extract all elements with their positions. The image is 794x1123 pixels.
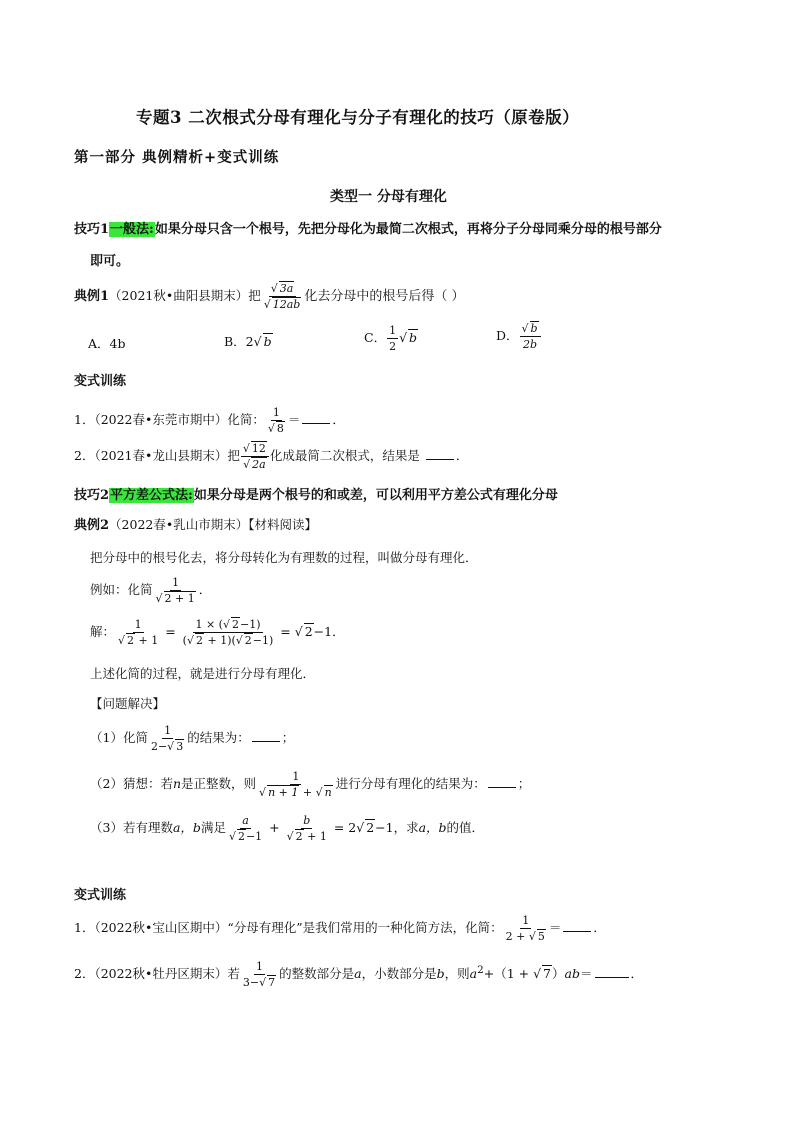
- tip1-text-cont: 即可。: [90, 254, 130, 269]
- tip1-label: 技巧1: [74, 222, 110, 237]
- answer-blank[interactable]: [302, 412, 330, 424]
- page-title: 专题3 二次根式分母有理化与分子有理化的技巧（原卷版）: [136, 108, 580, 127]
- tip1-line: [74, 218, 662, 237]
- option-a: A．4b: [88, 336, 126, 351]
- example2-line: [74, 514, 317, 533]
- answer-blank[interactable]: [426, 448, 454, 460]
- solution-line: 解： $\frac{1}{√ 2 + 1}$ = $\frac{1 \times (√ 2-1)}{(√ 2 + 1)(√ 2-1)}$ = √ 2−1．: [90, 618, 345, 648]
- tip1-text: 如果分母只含一个根号，先把分母化为最简二次根式，再将分子分母同乘分母的根号部分: [154, 222, 662, 237]
- option-d: D． $\frac{√ b}{2b}$: [496, 322, 542, 351]
- tip1-method-highlight: 一般法:: [110, 222, 154, 237]
- example1-source: （2021秋•曲阳县期末）把: [109, 288, 261, 304]
- subquestion-1: （1）化简 $\frac{1}{2-√ 3}$ 的结果为： ；: [90, 724, 295, 754]
- material-paragraph: 把分母中的根号化去，将分母转化为有理数的过程，叫做分母有理化．: [90, 550, 478, 565]
- subquestion-3: （3）若有理数a，b满足 $\frac{a}{√ 2-1}$ + $\frac{b}{√ 2 + 1}$ = 2√ 2−1，求a，b的值．: [90, 814, 485, 844]
- question-2: 2．（2021春•龙山县期末）把 $\frac{√ 12}{√ 2a}$ 化成最简二次根式，结果是 ．: [74, 442, 469, 472]
- example1-fraction: $\frac{√ 3a}{√ 12ab}$: [263, 282, 301, 312]
- example-prompt: 例如：化简 $\frac{1}{√ 2 + 1}$ ．: [90, 576, 212, 606]
- answer-blank[interactable]: [595, 966, 629, 978]
- process-note: 上述化简的过程，就是进行分母有理化．: [90, 666, 316, 681]
- answer-blank[interactable]: [563, 920, 591, 932]
- part-heading: 第一部分 典例精析+变式训练: [74, 149, 280, 166]
- tip2-line: [74, 484, 558, 503]
- option-c: C． $\frac{1}{2}$ √ b: [364, 324, 418, 354]
- variant-training-heading-1: 变式训练: [74, 374, 127, 389]
- example1-line: [74, 282, 465, 311]
- option-b: B．2√ b: [224, 334, 272, 349]
- tip2-method-highlight: 平方差公式法:: [110, 488, 193, 503]
- tip2-text: 如果分母是两个根号的和或差，可以利用平方差公式有理化分母: [193, 488, 558, 503]
- question-1: 1．（2022春•东莞市期中）化简： $\frac{1}{√ 8}$ ＝ ．: [74, 406, 345, 436]
- example1-tail: 化去分母中的根号后得（ ）: [304, 289, 465, 305]
- variant-training-heading-2: 变式训练: [74, 888, 127, 903]
- question-3: 1．（2022秋•宝山区期中）“分母有理化”是我们常用的一种化简方法，化简： $\frac{1}{2 + √ 5}$ ＝ ．: [74, 914, 606, 944]
- example1-label: 典例1: [74, 289, 110, 305]
- problem-solving-heading: 【问题解决】: [90, 696, 166, 711]
- example2-label: 典例2: [74, 518, 110, 533]
- question-4: 2．（2022秋•牡丹区期末）若 $\frac{1}{3-√ 7}$ 的整数部分是a，小数部分是b，则$a^2+(1$ + √ 7）ab＝ ．: [74, 960, 644, 990]
- example2-source: （2022春•乳山市期末）【材料阅读】: [109, 517, 317, 532]
- subquestion-2: （2）猜想：若n是正整数，则 $\frac{1}{√ n + 1 + √ n}$ 进行分母有理化的结果为： ；: [90, 770, 531, 800]
- answer-blank[interactable]: [252, 730, 280, 742]
- tip2-label: 技巧2: [74, 488, 110, 503]
- answer-blank[interactable]: [488, 776, 516, 788]
- type-heading: 类型一 分母有理化: [330, 189, 447, 205]
